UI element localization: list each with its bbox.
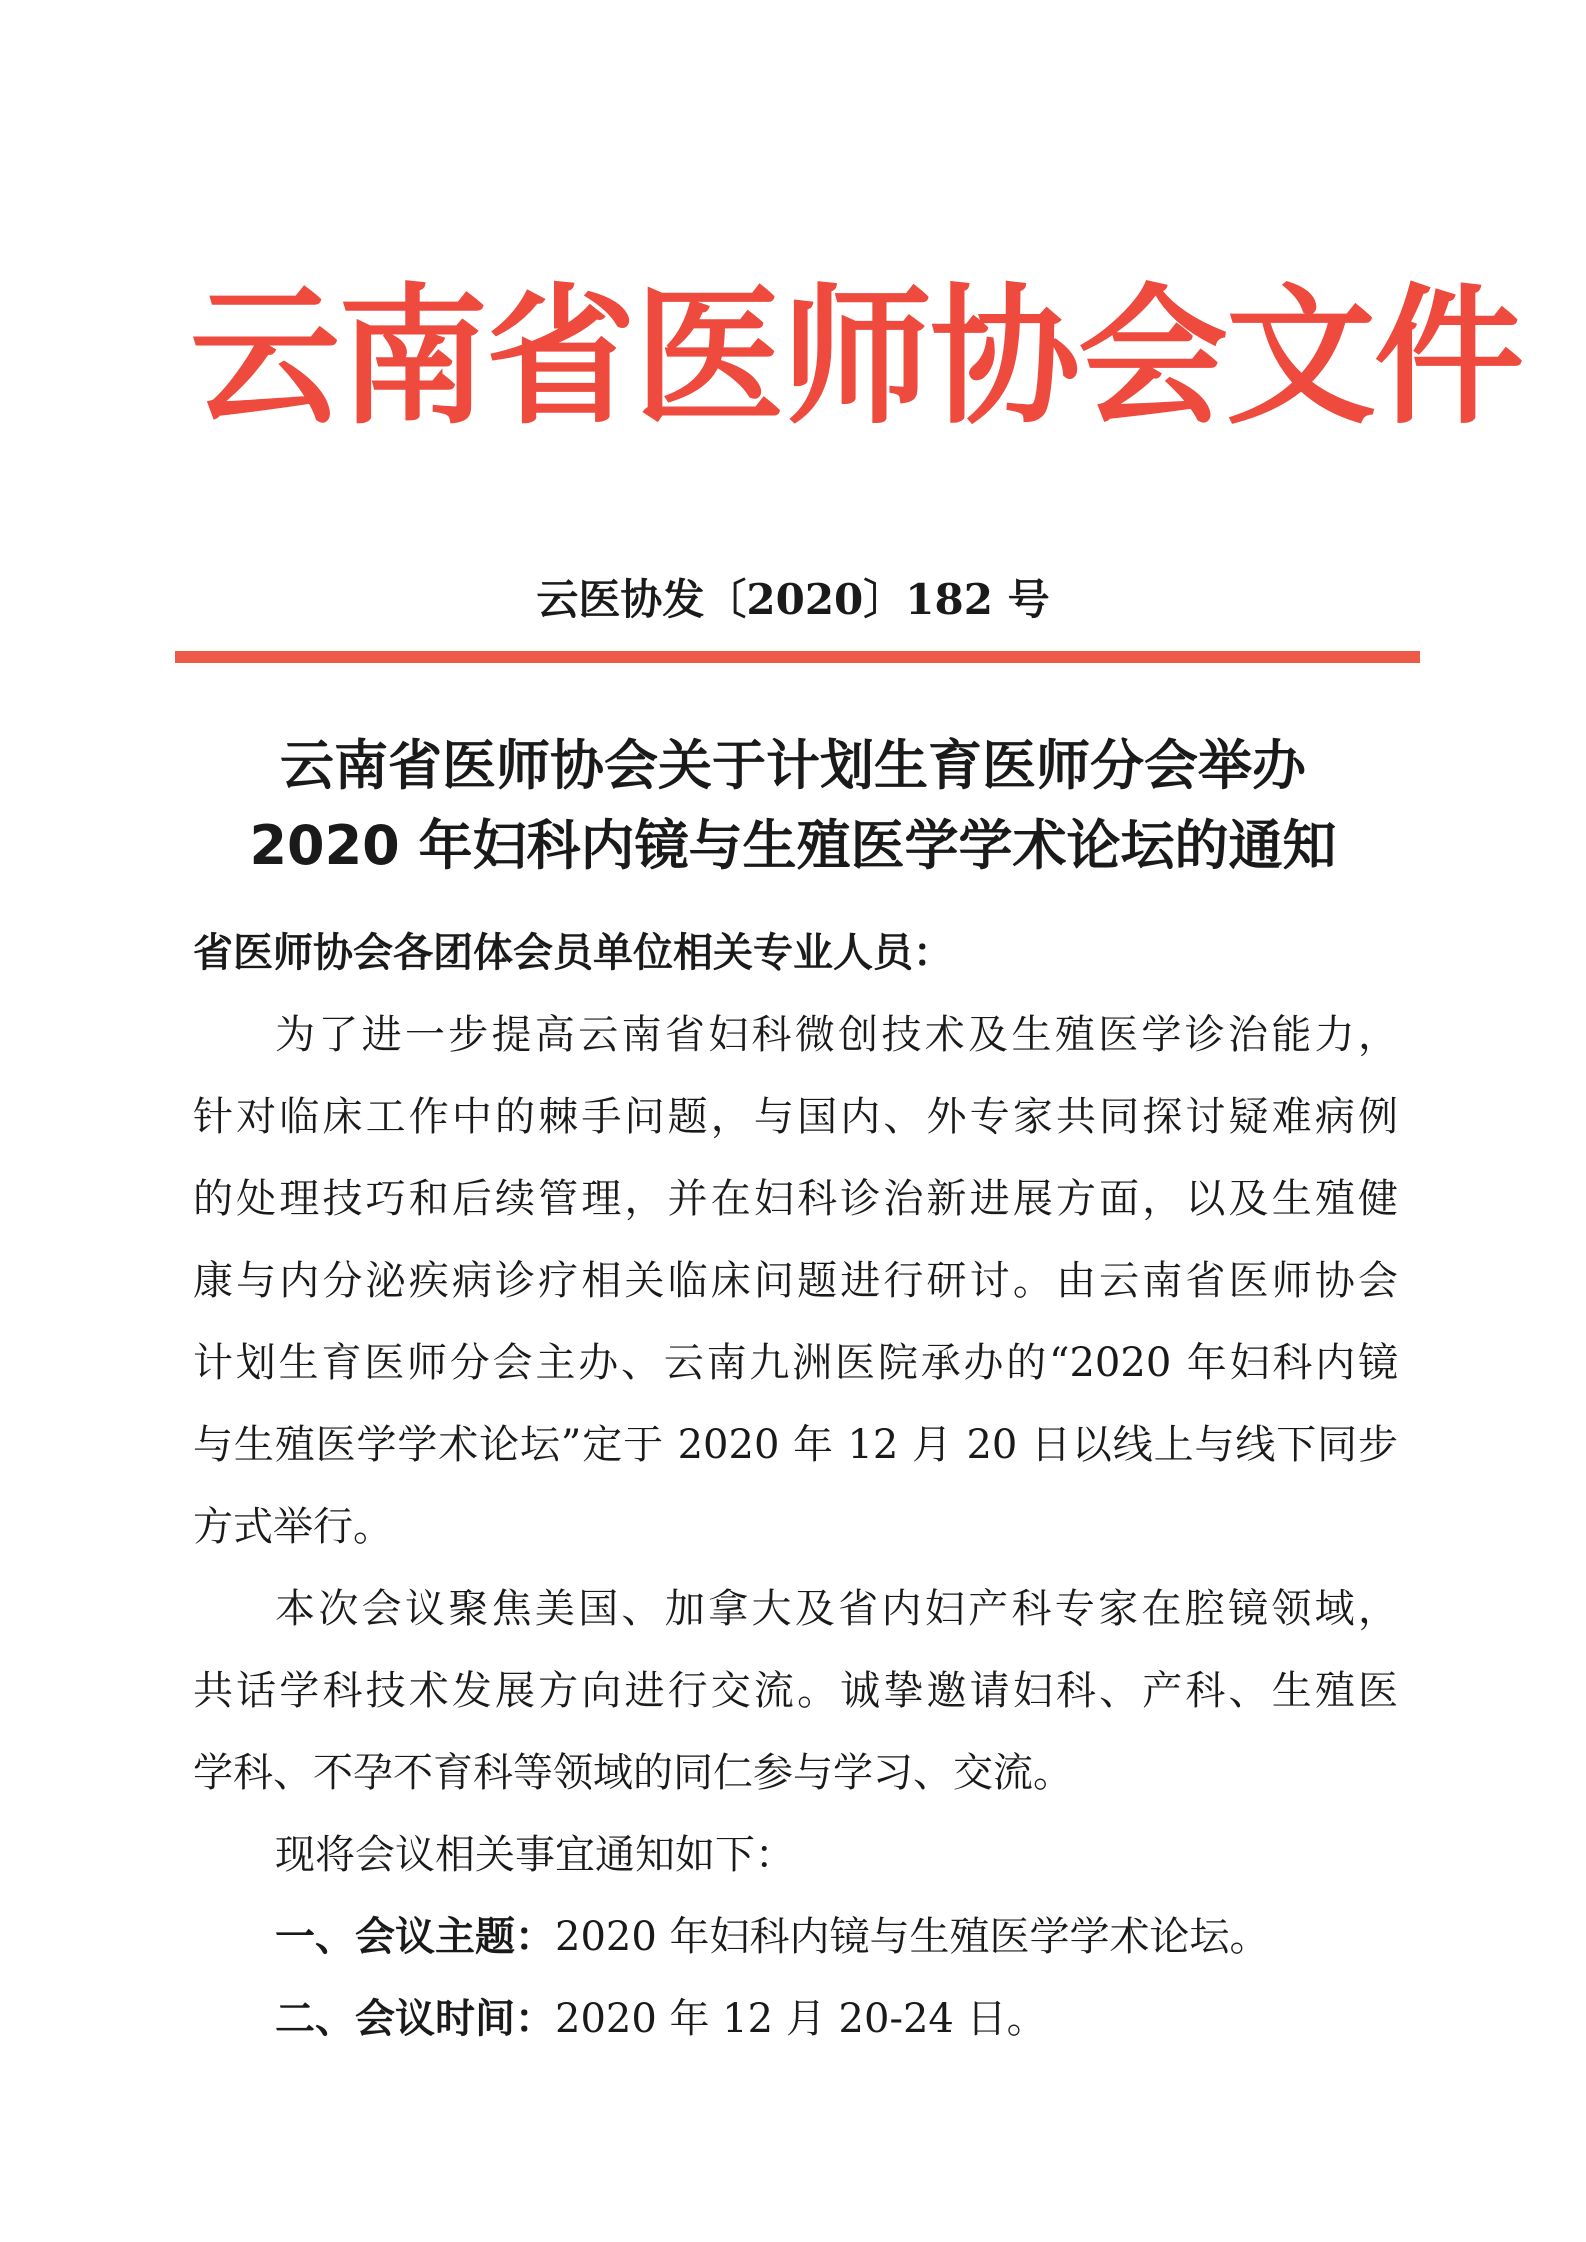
salutation: 省医师协会各团体会员单位相关专业人员： xyxy=(193,930,953,976)
notice-title xyxy=(120,726,1466,886)
paragraph-1-line: 针对临床工作中的棘手问题，与国内、外专家共同探讨疑难病例 xyxy=(193,1094,1398,1140)
paragraph-1-line: 与生殖医学学术论坛”定于 2020 年 12 月 20 日以线上与线下同步 xyxy=(193,1422,1398,1468)
paragraph-1-line: 方式举行。 xyxy=(193,1504,393,1550)
document-number: 云医协发〔2020〕182 号 xyxy=(536,575,1050,624)
paragraph-2-line: 本次会议聚焦美国、加拿大及省内妇产科专家在腔镜领域， xyxy=(275,1586,1398,1632)
item-meeting-theme-label: 一、会议主题： xyxy=(275,1914,555,1960)
item-meeting-time xyxy=(193,1978,1398,2060)
paragraph-1-line: 计划生育医师分会主办、云南九洲医院承办的“2020 年妇科内镜 xyxy=(193,1340,1398,1386)
paragraph-1-line: 康与内分泌疾病诊疗相关临床问题进行研讨。由云南省医师协会 xyxy=(193,1258,1398,1304)
paragraph-1-line: 的处理技巧和后续管理，并在妇科诊治新进展方面，以及生殖健 xyxy=(193,1176,1398,1222)
item-meeting-time-label: 二、会议时间： xyxy=(275,1996,555,2042)
paragraph-2-line: 学科、不孕不育科等领域的同仁参与学习、交流。 xyxy=(193,1750,1073,1796)
red-divider-rule xyxy=(175,651,1420,663)
notice-body xyxy=(193,912,1398,2060)
paragraph-1-line: 为了进一步提高云南省妇科微创技术及生殖医学诊治能力， xyxy=(275,1012,1398,1058)
notice-title-line-1: 云南省医师协会关于计划生育医师分会举办 xyxy=(280,734,1306,797)
item-meeting-theme xyxy=(193,1896,1398,1978)
paragraph-3: 现将会议相关事宜通知如下： xyxy=(275,1832,795,1878)
item-meeting-time-value: 2020 年 12 月 20-24 日。 xyxy=(555,1996,1047,2042)
notice-title-line-2: 2020 年妇科内镜与生殖医学学术论坛的通知 xyxy=(249,814,1337,877)
item-meeting-theme-value: 2020 年妇科内镜与生殖医学学术论坛。 xyxy=(555,1914,1270,1960)
paragraph-2-line: 共话学科技术发展方向进行交流。诚挚邀请妇科、产科、生殖医 xyxy=(193,1668,1398,1714)
org-header-title: 云南省医师协会文件 xyxy=(190,269,1523,445)
